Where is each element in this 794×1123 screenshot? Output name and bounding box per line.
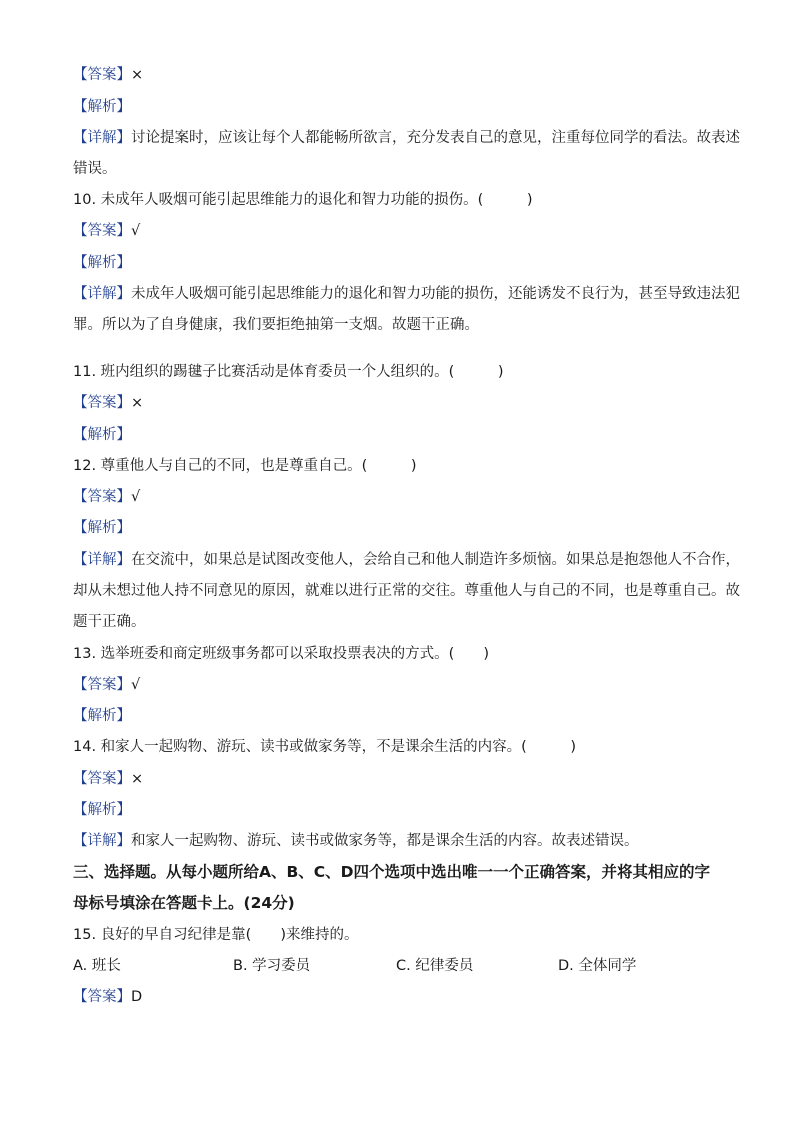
q12-detail-cont2: 题干正确。 xyxy=(73,614,146,630)
q9-detail-cont: 错误。 xyxy=(73,161,117,177)
analysis-label: 【解析】 xyxy=(73,802,131,818)
answer-value: √ xyxy=(131,489,141,505)
analysis-label: 【解析】 xyxy=(73,520,131,536)
answer-value: √ xyxy=(131,677,141,693)
q12-detail xyxy=(73,550,740,570)
q9-answer xyxy=(73,65,723,85)
answer-value: × xyxy=(131,771,144,787)
answer-value: D xyxy=(131,989,143,1005)
analysis-label: 【解析】 xyxy=(73,255,131,271)
q12-analysis xyxy=(73,518,723,538)
answer-value: √ xyxy=(131,223,141,239)
option-d: D. 全体同学 xyxy=(558,958,637,974)
q11-analysis xyxy=(73,425,723,445)
detail-label: 【详解】 xyxy=(73,286,131,302)
q12-detail-cont1: 却从未想过他人持不同意见的原因，就难以进行正常的交往。尊重他人与自己的不同，也是尊重自己。故 xyxy=(73,583,740,599)
answer-value: × xyxy=(131,395,144,411)
q13-answer xyxy=(73,675,723,695)
q10-question: 10. 未成年人吸烟可能引起思维能力的退化和智力功能的损伤。( ) xyxy=(73,192,533,208)
option-c: C. 纪律委员 xyxy=(396,958,474,974)
q13-question: 13. 选举班委和商定班级事务都可以采取投票表决的方式。( ) xyxy=(73,646,489,662)
q15-question: 15. 良好的早自习纪律是靠( )来维持的。 xyxy=(73,927,359,943)
q14-analysis xyxy=(73,800,723,820)
detail-label: 【详解】 xyxy=(73,130,131,146)
q10-answer xyxy=(73,221,723,241)
answer-label: 【答案】 xyxy=(73,677,131,693)
q10-analysis xyxy=(73,253,723,273)
q15-answer xyxy=(73,987,723,1007)
answer-label: 【答案】 xyxy=(73,771,131,787)
q9-analysis xyxy=(73,97,723,117)
section-heading-line2: 母标号填涂在答题卡上。(24分) xyxy=(73,894,295,912)
answer-label: 【答案】 xyxy=(73,223,131,239)
q14-detail xyxy=(73,831,723,851)
q15-options xyxy=(73,956,723,976)
detail-label: 【详解】 xyxy=(73,833,131,849)
q11-question: 11. 班内组织的踢毽子比赛活动是体育委员一个人组织的。( ) xyxy=(73,364,504,380)
q14-question: 14. 和家人一起购物、游玩、读书或做家务等，不是课余生活的内容。( ) xyxy=(73,739,576,755)
analysis-label: 【解析】 xyxy=(73,427,131,443)
q14-answer xyxy=(73,769,723,789)
option-b: B. 学习委员 xyxy=(233,958,311,974)
q13-analysis xyxy=(73,706,723,726)
section-heading-line1: 三、选择题。从每小题所给A、B、C、D四个选项中选出唯一一个正确答案，并将其相应的字 xyxy=(73,863,711,881)
answer-label: 【答案】 xyxy=(73,989,131,1005)
answer-value: × xyxy=(131,67,144,83)
detail-text: 讨论提案时，应该让每个人都能畅所欲言，充分发表自己的意见，注重每位同学的看法。故表述 xyxy=(131,130,740,146)
answer-label: 【答案】 xyxy=(73,395,131,411)
analysis-label: 【解析】 xyxy=(73,99,131,115)
detail-label: 【详解】 xyxy=(73,552,131,568)
q12-answer xyxy=(73,487,723,507)
q9-detail xyxy=(73,128,740,148)
q12-question: 12. 尊重他人与自己的不同，也是尊重自己。( ) xyxy=(73,458,417,474)
answer-label: 【答案】 xyxy=(73,67,131,83)
option-a: A. 班长 xyxy=(73,958,121,974)
detail-text: 在交流中，如果总是试图改变他人，会给自己和他人制造许多烦恼。如果总是抱怨他人不合作， xyxy=(131,552,740,568)
detail-text: 未成年人吸烟可能引起思维能力的退化和智力功能的损伤，还能诱发不良行为，甚至导致违法犯 xyxy=(131,286,740,302)
answer-label: 【答案】 xyxy=(73,489,131,505)
detail-text: 和家人一起购物、游玩、读书或做家务等，都是课余生活的内容。故表述错误。 xyxy=(131,833,639,849)
q10-detail-cont: 罪。所以为了自身健康，我们要拒绝抽第一支烟。故题干正确。 xyxy=(73,317,479,333)
q10-detail xyxy=(73,284,740,304)
analysis-label: 【解析】 xyxy=(73,708,131,724)
q11-answer xyxy=(73,393,723,413)
